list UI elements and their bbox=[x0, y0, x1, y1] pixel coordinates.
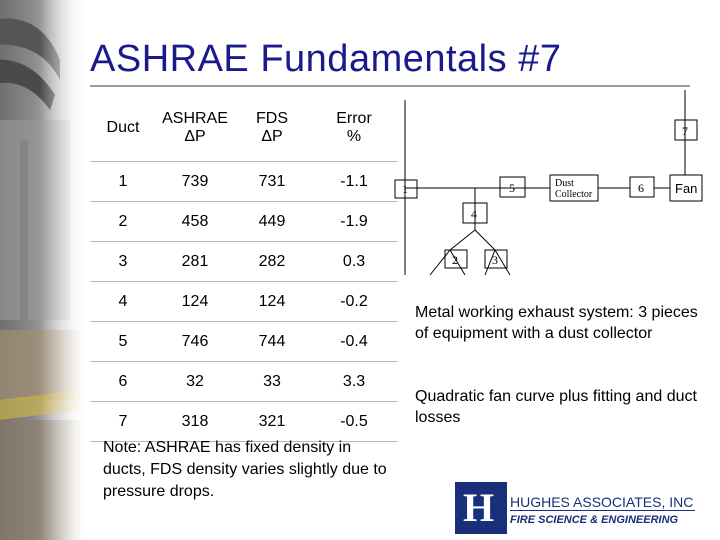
header-error: Error % bbox=[310, 95, 398, 162]
photo-fade bbox=[40, 0, 82, 540]
results-table bbox=[90, 95, 398, 442]
density-note: Note: ASHRAE has fixed density in ducts, FDS density varies slightly due to pressure drops. bbox=[103, 439, 387, 500]
cell-duct: 7 bbox=[90, 402, 156, 442]
slide-title: ASHRAE Fundamentals #7 bbox=[90, 38, 562, 80]
table-row bbox=[90, 162, 398, 202]
company-logo bbox=[455, 482, 507, 534]
system-description: Metal working exhaust system: 3 pieces of equipment with a dust collector bbox=[415, 304, 698, 342]
cell-error: 3.3 bbox=[310, 362, 398, 402]
collector-label-2: Collector bbox=[555, 189, 593, 200]
cell-ashrae: 32 bbox=[156, 362, 234, 402]
cell-fds: 744 bbox=[234, 322, 310, 362]
header-fds-dp: FDS ΔP bbox=[234, 95, 310, 162]
cell-ashrae: 746 bbox=[156, 322, 234, 362]
cell-ashrae: 458 bbox=[156, 202, 234, 242]
background-photo bbox=[0, 0, 82, 540]
header-ashrae-dp: ASHRAE ΔP bbox=[156, 95, 234, 162]
table-row bbox=[90, 282, 398, 322]
cell-fds: 124 bbox=[234, 282, 310, 322]
table-row bbox=[90, 322, 398, 362]
logo-mark: H bbox=[463, 485, 495, 530]
cell-duct: 5 bbox=[90, 322, 156, 362]
node-5-label: 5 bbox=[509, 181, 515, 195]
cell-error: -0.2 bbox=[310, 282, 398, 322]
cell-fds: 33 bbox=[234, 362, 310, 402]
fan-curve-description: Quadratic fan curve plus fitting and duct losses bbox=[415, 388, 697, 426]
cell-duct: 6 bbox=[90, 362, 156, 402]
cell-duct: 3 bbox=[90, 242, 156, 282]
table-row bbox=[90, 202, 398, 242]
node-7-label: 7 bbox=[682, 124, 688, 138]
collector-label-1: Dust bbox=[555, 178, 574, 189]
cell-ashrae: 318 bbox=[156, 402, 234, 442]
cell-fds: 731 bbox=[234, 162, 310, 202]
fan-label: Fan bbox=[675, 181, 698, 196]
cell-fds: 449 bbox=[234, 202, 310, 242]
cell-duct: 2 bbox=[90, 202, 156, 242]
table-row bbox=[90, 362, 398, 402]
company-tagline: FIRE SCIENCE & ENGINEERING bbox=[510, 514, 679, 526]
node-2-label: 2 bbox=[452, 253, 458, 267]
cell-ashrae: 124 bbox=[156, 282, 234, 322]
cell-duct: 1 bbox=[90, 162, 156, 202]
node-3-label: 3 bbox=[492, 253, 498, 267]
table-header-row bbox=[90, 95, 398, 162]
branch-2-line bbox=[450, 230, 475, 250]
node-4-label: 4 bbox=[471, 207, 477, 221]
table-row bbox=[90, 402, 398, 442]
header-duct: Duct bbox=[90, 95, 156, 162]
cell-fds: 321 bbox=[234, 402, 310, 442]
cell-error: -0.4 bbox=[310, 322, 398, 362]
node-1-label: 1 bbox=[402, 182, 408, 196]
cell-fds: 282 bbox=[234, 242, 310, 282]
table-row bbox=[90, 242, 398, 282]
cell-ashrae: 739 bbox=[156, 162, 234, 202]
cell-error: -1.9 bbox=[310, 202, 398, 242]
cell-error: -1.1 bbox=[310, 162, 398, 202]
branch-3-line bbox=[475, 230, 495, 250]
cell-duct: 4 bbox=[90, 282, 156, 322]
cell-error: -0.5 bbox=[310, 402, 398, 442]
hood-2-left bbox=[430, 250, 450, 275]
company-rule bbox=[510, 510, 695, 511]
cell-error: 0.3 bbox=[310, 242, 398, 282]
cell-ashrae: 281 bbox=[156, 242, 234, 282]
duct-network-diagram bbox=[390, 85, 720, 285]
node-6-label: 6 bbox=[638, 181, 644, 195]
company-name: HUGHES ASSOCIATES, INC bbox=[510, 494, 694, 510]
